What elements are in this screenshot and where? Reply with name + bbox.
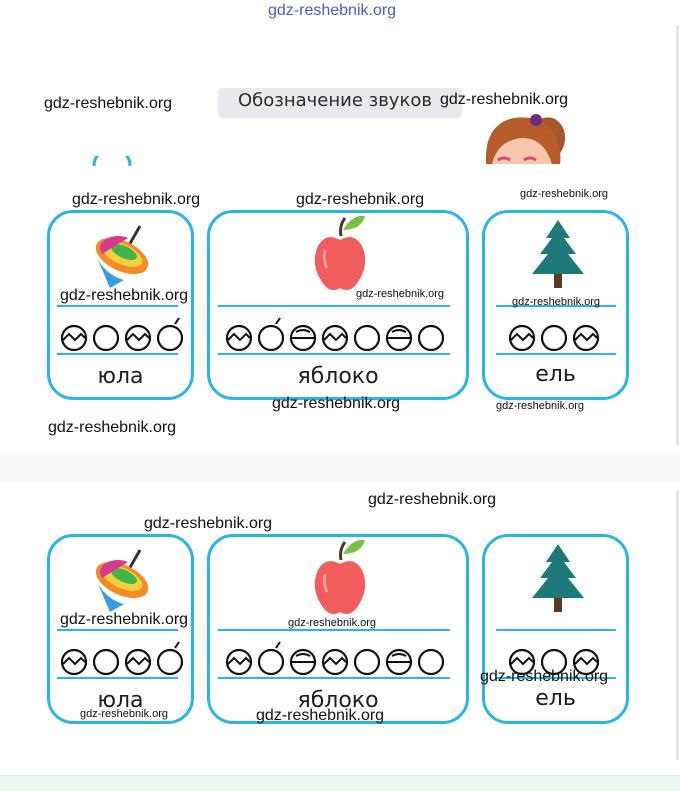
hard-consonant-sound-icon	[384, 316, 416, 352]
soft-consonant-sound-icon	[59, 640, 91, 676]
divider-line	[57, 353, 178, 355]
vowel-sound-icon	[352, 316, 384, 352]
watermark-text: gdz-reshebnik.org	[356, 288, 445, 300]
vowel-stressed-sound-icon	[155, 640, 187, 676]
soft-consonant-sound-icon	[224, 640, 256, 676]
sound-scheme-el	[507, 316, 603, 352]
hard-consonant-sound-icon	[288, 640, 320, 676]
soft-consonant-sound-icon	[571, 316, 603, 352]
panel-edge	[676, 25, 679, 445]
divider-line	[218, 629, 450, 631]
watermark-text: gdz-reshebnik.org	[288, 617, 377, 629]
divider-line	[57, 629, 178, 631]
page-title: Обозначение звуков	[238, 90, 432, 111]
watermark-text: gdz-reshebnik.org	[272, 395, 401, 412]
watermark-text: gdz-reshebnik.org	[144, 515, 273, 532]
spinning-top-icon	[90, 548, 156, 612]
apple-icon	[313, 214, 367, 292]
watermark-text: gdz-reshebnik.org	[512, 296, 601, 308]
vowel-sound-icon	[416, 316, 448, 352]
word-yula: юла	[97, 364, 144, 389]
panel-edge	[676, 490, 679, 760]
apple-icon	[313, 538, 367, 616]
watermark-text: gdz-reshebnik.org	[496, 400, 585, 412]
watermark-text: gdz-reshebnik.org	[368, 491, 497, 508]
divider-line	[218, 305, 450, 307]
watermark-text: gdz-reshebnik.org	[72, 191, 201, 208]
soft-consonant-sound-icon	[507, 316, 539, 352]
word-yula: юла	[97, 688, 144, 713]
word-el: ель	[535, 686, 576, 711]
sound-scheme-yula	[59, 316, 187, 352]
vowel-sound-icon	[539, 316, 571, 352]
watermark-text: gdz-reshebnik.org	[60, 611, 189, 628]
watermark-text: gdz-reshebnik.org	[296, 191, 425, 208]
fir-tree-icon	[530, 544, 586, 616]
watermark-text: gdz-reshebnik.org	[48, 419, 177, 436]
watermark-text: gdz-reshebnik.org	[80, 708, 169, 720]
soft-consonant-sound-icon	[123, 640, 155, 676]
divider-line	[496, 353, 616, 355]
hard-consonant-sound-icon	[384, 640, 416, 676]
watermark-text: gdz-reshebnik.org	[440, 91, 569, 108]
soft-consonant-sound-icon	[320, 640, 352, 676]
soft-consonant-sound-icon	[224, 316, 256, 352]
fir-tree-icon	[530, 220, 586, 292]
sound-scheme-yabloko	[224, 316, 448, 352]
word-yabloko: яблоко	[297, 364, 379, 389]
soft-consonant-sound-icon	[59, 316, 91, 352]
divider-line	[496, 629, 616, 631]
vowel-sound-icon	[416, 640, 448, 676]
word-yabloko: яблоко	[297, 688, 379, 713]
divider-line	[218, 677, 450, 679]
watermark-text: gdz-reshebnik.org	[44, 95, 173, 112]
vowel-sound-icon	[352, 640, 384, 676]
hard-consonant-sound-icon	[288, 316, 320, 352]
watermark-text: gdz-reshebnik.org	[60, 287, 189, 304]
watermark-text: gdz-reshebnik.org	[268, 2, 397, 19]
decor-circle-icon	[92, 156, 132, 166]
sound-scheme-yabloko	[224, 640, 448, 676]
divider-line	[218, 353, 450, 355]
spinning-top-icon	[90, 224, 156, 288]
divider-line	[57, 305, 178, 307]
soft-consonant-sound-icon	[123, 316, 155, 352]
watermark-text: gdz-reshebnik.org	[256, 707, 385, 724]
panel-gap	[0, 452, 680, 482]
vowel-stressed-sound-icon	[256, 640, 288, 676]
watermark-text: gdz-reshebnik.org	[480, 668, 609, 685]
footer-strip	[0, 775, 680, 791]
divider-line	[57, 677, 178, 679]
vowel-sound-icon	[91, 640, 123, 676]
girl-character-icon	[478, 106, 588, 164]
word-el: ель	[535, 362, 576, 387]
vowel-sound-icon	[91, 316, 123, 352]
sound-scheme-yula	[59, 640, 187, 676]
vowel-stressed-sound-icon	[155, 316, 187, 352]
vowel-stressed-sound-icon	[256, 316, 288, 352]
watermark-text: gdz-reshebnik.org	[520, 188, 609, 200]
soft-consonant-sound-icon	[320, 316, 352, 352]
